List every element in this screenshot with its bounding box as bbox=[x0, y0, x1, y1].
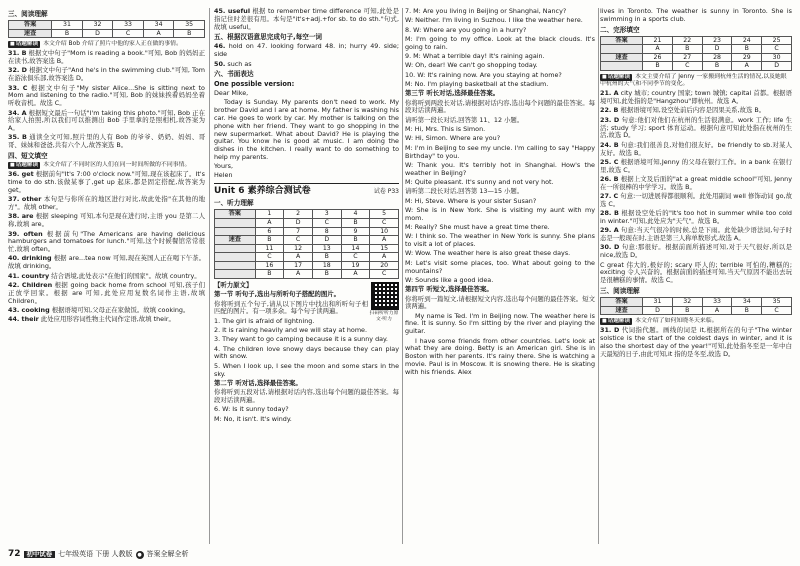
cell: C bbox=[312, 218, 341, 227]
list-item bbox=[600, 107, 792, 115]
item-text: C great 伟大的,极好的; scary 吓人的; terrible 可怕的,糟糕的; exciting 令人兴奋的。根据前面的描述可知,当天气原因不能出去玩是很糟糕的事情。故选 C。 bbox=[600, 260, 792, 285]
table-row bbox=[601, 298, 792, 307]
cell: C bbox=[284, 236, 313, 245]
cell: 30 bbox=[762, 53, 792, 62]
unit-heading bbox=[214, 183, 399, 197]
list-item bbox=[600, 227, 792, 243]
version-label: One possible version: bbox=[214, 80, 295, 89]
transcript-line: 你将听到两段长对话,请根据对话内容,选出每个问题的最佳答案。每段对话读两遍。 bbox=[405, 98, 595, 115]
list-item bbox=[8, 85, 205, 108]
cell: 31 bbox=[52, 21, 83, 30]
cell: C bbox=[113, 29, 144, 38]
transcript-line: W: Sounds like a good idea. bbox=[405, 275, 494, 284]
cell: 5 bbox=[370, 210, 399, 219]
cell: A bbox=[370, 236, 399, 245]
topic-badge: ■ 话题解读 bbox=[8, 41, 40, 48]
transcript-line: M: Let's visit some places, too. What about going to the mountains? bbox=[405, 258, 595, 275]
cell: 19 bbox=[341, 261, 370, 270]
cell: 8 bbox=[312, 227, 341, 236]
section-reading-title: 三、阅读理解 bbox=[8, 10, 48, 18]
item-text: 根据文中句子"And he's in the swimming club."可知, Tom 在游泳俱乐部,故答案选 D。 bbox=[8, 66, 205, 83]
item-number: 50. bbox=[214, 59, 226, 68]
item-text: 根据 are...tea now 可知,现在英国人正在喝下午茶。故填 drinking。 bbox=[8, 254, 205, 271]
essay-greeting: Dear Mike, bbox=[214, 89, 249, 98]
transcript-line: 2. It is raining heavily and we will stay at home. bbox=[214, 325, 368, 334]
cell: 速查 bbox=[601, 53, 643, 62]
list-item bbox=[8, 50, 205, 66]
transcript-line: 9. M: What a terrible day! It's raining again. bbox=[405, 52, 545, 61]
list-item bbox=[8, 196, 205, 212]
item-number: 28. B bbox=[600, 209, 619, 218]
list-item bbox=[600, 193, 792, 209]
list-item bbox=[600, 210, 792, 226]
cell: C bbox=[762, 306, 792, 315]
item-text: 根据语境可知,设空处前后内容是因果关系,故选 B。 bbox=[620, 106, 766, 115]
cell: B bbox=[341, 218, 370, 227]
book-info: 七年级英语 下册 人教版 bbox=[58, 550, 133, 559]
cell bbox=[215, 253, 256, 262]
transcript-line: W: Neither. I'm living in Suzhou. I like the weather here. bbox=[405, 16, 583, 25]
cell: A bbox=[732, 62, 762, 71]
item-number: 40. drinking bbox=[8, 254, 52, 263]
answer-table-reading-2 bbox=[600, 297, 792, 315]
transcript-title: 【听力原文】 bbox=[214, 280, 253, 289]
list-item bbox=[214, 43, 399, 59]
item-text: 根据文中句子"Mom is reading a book."可知, Bob 的妈妈正在读书,故答案选 B。 bbox=[8, 49, 205, 66]
cell: B bbox=[702, 62, 732, 71]
cell: 33 bbox=[113, 21, 144, 30]
item-text: 此处应用形容词性物主代词作定语,故填 their。 bbox=[40, 315, 175, 324]
cell: C bbox=[762, 45, 792, 54]
column-3 bbox=[405, 8, 595, 378]
cell: C bbox=[255, 253, 284, 262]
cell: 答案 bbox=[9, 21, 52, 30]
transcript-line: 第二节 听对话,选择最佳答案。 bbox=[214, 378, 302, 387]
cell: 34 bbox=[143, 21, 174, 30]
topic-note-text: 本文介绍了不同时区的人们在同一时间所做的不同事情。 bbox=[43, 162, 191, 169]
cell bbox=[215, 261, 256, 270]
column-divider bbox=[209, 8, 210, 544]
item-text: 根据设空处后的"It's too hot in summer while too cold in winter."可知,此处应为"天气"。故选 B。 bbox=[600, 209, 792, 225]
item-number: 29. A bbox=[600, 226, 619, 235]
cell: D bbox=[702, 45, 732, 54]
transcript-line: 请听第二段长对话,回答第 13—15 小题。 bbox=[405, 187, 524, 196]
item-text: 句意:他们对他们在杭州的生活很满意。work 工作; life 生活; study 学习; sport 体育运动。根据句意可知此处指在杭州的生活,故选 D。 bbox=[600, 115, 792, 140]
transcript-line: 你将听到五个句子,请从以下图片中找出和所听句子相匹配的图片。有一项多余。每个句子读两遍。 bbox=[214, 299, 368, 316]
cell: 答案 bbox=[215, 210, 256, 219]
cell: 7 bbox=[284, 227, 313, 236]
transcript-line: 你将听到五段对话,请根据对话内容,选出每个问题的最佳答案。每段对话读两遍。 bbox=[214, 388, 399, 404]
transcript-line: W: Hi, Simon. Where are you? bbox=[405, 134, 501, 143]
cell: 1 bbox=[255, 210, 284, 219]
transcript-line: M: Quite pleasant. It's sunny and not very hot. bbox=[405, 177, 554, 186]
item-number: 31. B bbox=[8, 49, 27, 58]
answer-table-reading bbox=[8, 20, 205, 38]
item-text: 根据 to remember time difference 可知,此处是指记住时差很有用。本句是"it's+adj.+for sb. to do sth."句式,故填 useful。 bbox=[214, 7, 399, 31]
topic-note-text: 本文介绍了如何知晓冬天来临。 bbox=[635, 318, 718, 325]
item-text: 句意:当天气很冷的时候,总是下雨。此处缺少语法词,句子时态是一般现在时,主语是第三人称单数形式,故选 A。 bbox=[600, 226, 792, 243]
cell: 17 bbox=[284, 261, 313, 270]
section-translate-title: 五、根据汉语意思完成句子,每空一词 bbox=[214, 33, 323, 42]
transcript-line: 第四节 听短文,选择最佳答案。 bbox=[405, 285, 493, 294]
cell: 35 bbox=[174, 21, 205, 30]
column-divider bbox=[598, 8, 599, 544]
table-row bbox=[215, 253, 399, 262]
cell: 16 bbox=[255, 261, 284, 270]
item-number: 22. B bbox=[600, 106, 619, 115]
transcript-line: W: I think so. The weather in New York is sunny. She plans to visit a lot of places. bbox=[405, 232, 595, 249]
list-item bbox=[8, 255, 205, 271]
cell: C bbox=[370, 270, 399, 279]
essay-body: Today is Sunday. My parents don't need to work. My brother David and I are at home. My father is washing his car. He goes to work by car. My mother is talking on the phone with her friend. They want to go shopping in the new supermarket. What about David? He is playing the guitar. You know he is good at music. I am doing the dishes in the kitchen. I really want to do something to help my parents. bbox=[214, 98, 399, 161]
cell: B bbox=[643, 62, 673, 71]
section-fill-title: 四、短文填空 bbox=[8, 152, 48, 161]
answer-row-numbers bbox=[9, 21, 205, 30]
cell: 28 bbox=[702, 53, 732, 62]
table-row bbox=[215, 236, 399, 245]
item-text: 根据短文最后一句话"I'm taking this photo."可知, Bob 正在给家人拍照,所以我们可以推测出 Bob 手里拿的是照相机,故答案为 A。 bbox=[8, 108, 205, 133]
cell: A bbox=[341, 270, 370, 279]
cell bbox=[601, 62, 643, 71]
transcript-line: 请听第一段长对话,回答第 11、12 小题。 bbox=[405, 115, 524, 124]
explanation-list-1 bbox=[8, 50, 205, 150]
transcript-line: 7. M: Are you living in Beijing or Shanghai, Nancy? bbox=[405, 7, 567, 15]
transcript-line: I have some friends from other countries. Let's look at what they are doing. Betty is an American girl. She is in Boston with her parents. It's rainy there. She is watching a movie. Paul is in Moscow. It is snowing there. He is skating with his friends. Alex bbox=[405, 336, 595, 376]
topic-note-text: 本文介绍 Bob 介绍了照片中他的家人正在做的事情。 bbox=[43, 41, 182, 48]
cell: 25 bbox=[762, 36, 792, 45]
cell: B bbox=[255, 236, 284, 245]
transcript-line: M: No, it isn't. It's windy. bbox=[214, 414, 292, 423]
item-number: 44. their bbox=[8, 315, 39, 324]
cell: 9 bbox=[341, 227, 370, 236]
item-number: 25. C bbox=[600, 157, 619, 166]
table-row bbox=[215, 210, 399, 219]
transcript-line: 5. When I look up, I see the moon and some stars in the sky. bbox=[214, 361, 399, 378]
cell: 31 bbox=[643, 298, 673, 307]
topic-badge: ■ 话题解读 bbox=[600, 74, 632, 81]
cell: D bbox=[284, 218, 313, 227]
column-1 bbox=[8, 8, 205, 325]
transcript-line: W: Wow. The weather here is also great these days. bbox=[405, 249, 571, 258]
item-text: 根据上文及后面的"at a great middle school"可知, Jenny 在一所很棒的中学学习。故选 B。 bbox=[600, 174, 792, 191]
item-number: 37. other bbox=[8, 195, 42, 204]
column-divider bbox=[402, 8, 403, 544]
circle-icon: ● bbox=[137, 551, 142, 558]
item-number: 36. get bbox=[8, 170, 34, 179]
transcript-line: 4. The children love snowy days because they can play with snow. bbox=[214, 344, 399, 361]
transcript-line: 8. W: Where are you going in a hurry? bbox=[405, 25, 527, 34]
cell: 23 bbox=[702, 36, 732, 45]
list-item bbox=[600, 159, 792, 175]
transcript-line: 3. They want to go camping because it is a sunny day. bbox=[214, 335, 388, 344]
item-text: 根据前句"It's 7:00 o'clock now."可知,现在该起床了。It's time to do sth.该做某事了,get up 起床,都是固定搭配,故答案为 get。 bbox=[8, 170, 205, 194]
list-item bbox=[600, 117, 792, 140]
cell: B bbox=[174, 29, 205, 38]
cell: B bbox=[312, 270, 341, 279]
cell: 24 bbox=[732, 36, 762, 45]
item-text: such as bbox=[227, 59, 252, 68]
section-listening-title: 一、听力理解 bbox=[214, 199, 254, 208]
cell bbox=[601, 45, 643, 54]
column-2 bbox=[214, 8, 399, 425]
cell: 35 bbox=[762, 298, 792, 307]
table-row bbox=[215, 270, 399, 279]
transcript-line: lives in Toronto. The weather is sunny in Toronto. She is swimming in a sports club. bbox=[600, 7, 792, 23]
item-number: 41. country bbox=[8, 271, 50, 280]
item-text: 根据语境可知,Jenny 的父母在银行工作。in a bank 在银行里,故选 C。 bbox=[600, 157, 792, 174]
item-text: 句意:我们很善良,对他们很友好。be friendly to sb.对某人友好。故选 B。 bbox=[600, 140, 792, 157]
item-number: 33. C bbox=[8, 83, 28, 92]
cell: C bbox=[672, 62, 702, 71]
item-text: hold on 47. looking forward 48. in; hurry 49. side; side bbox=[214, 42, 399, 59]
answer-table-cloze bbox=[600, 36, 792, 71]
transcript-line: 1. The girl is afraid of lightning. bbox=[214, 316, 315, 325]
transcript-line: W: Oh, dear! We can't go shopping today. bbox=[405, 61, 538, 70]
table-row bbox=[215, 244, 399, 253]
cell: 32 bbox=[82, 21, 113, 30]
cell: 速查 bbox=[601, 306, 643, 315]
page-footer bbox=[8, 549, 189, 560]
item-text: 根据文中句子"My sister Alice...She is sitting next to Mom and listening to the radio."可知, Bob 的妹妹挨着妈妈坐着听收音机。故选 C。 bbox=[8, 83, 205, 108]
list-item bbox=[600, 327, 792, 358]
section-reading-title: 三、阅读理解 bbox=[600, 287, 640, 295]
explanation-list-2 bbox=[8, 171, 205, 324]
cell: B bbox=[672, 306, 702, 315]
cell: B bbox=[732, 306, 762, 315]
item-number: 35. B bbox=[8, 133, 27, 142]
list-item bbox=[600, 90, 792, 106]
answer-row-letters bbox=[9, 29, 205, 38]
item-number: 23. D bbox=[600, 115, 620, 124]
cell bbox=[215, 218, 256, 227]
list-item bbox=[600, 262, 792, 285]
table-row bbox=[215, 227, 399, 236]
transcript-line: M: Really? She must have a great time there. bbox=[405, 223, 550, 231]
section-writing-title: 六、书面表达 bbox=[214, 70, 254, 79]
list-item bbox=[8, 307, 205, 315]
cell: 2 bbox=[284, 210, 313, 219]
brand-label: 初中试卷 bbox=[24, 551, 56, 559]
footer-tail: 答案全解全析 bbox=[146, 550, 189, 559]
cell: D bbox=[643, 306, 673, 315]
table-row bbox=[601, 36, 792, 45]
item-number: 46. bbox=[214, 42, 226, 51]
cell: 29 bbox=[732, 53, 762, 62]
item-number: 42. Children bbox=[8, 280, 53, 289]
essay-closing: Yours, bbox=[214, 161, 234, 170]
item-number: 31. D bbox=[600, 326, 620, 335]
item-number: 30. D bbox=[600, 243, 620, 252]
cell: A bbox=[284, 253, 313, 262]
list-item bbox=[8, 134, 205, 150]
transcript-line: M: Hi, Steve. Where is your sister Susan? bbox=[405, 196, 537, 205]
cell bbox=[215, 227, 256, 236]
cell: B bbox=[341, 236, 370, 245]
topic-badge: ■ 话题解读 bbox=[600, 318, 632, 325]
cell: 答案 bbox=[601, 36, 643, 45]
cell: 速查 bbox=[9, 29, 52, 38]
topic-note bbox=[8, 162, 205, 169]
qr-caption: 扫码听听力原文·听力 bbox=[369, 310, 399, 322]
cell: A bbox=[643, 45, 673, 54]
item-text: 代词指代题。画线的词是 it,根据所在的句子"The winter solstice is the start of the coldest days in winter, and it is also the shortest day of the year!"可知,此处指冬至是一年中白天最短的日子,由此可知,it 指的是冬至,故选 D。 bbox=[600, 326, 792, 358]
cell: C bbox=[370, 218, 399, 227]
topic-badge: ■ 话题解读 bbox=[8, 162, 40, 169]
item-text: 结合语境,此处表示"在他们的国家"。故填 country。 bbox=[51, 271, 201, 280]
topic-note-text: 本文主要介绍了 Jenny 一家搬到杭州生活的情况,以及她眼中杭州的天气和不同季节的变化。 bbox=[600, 73, 787, 88]
item-text: 通读全文可知,照片里的人有 Bob 的爷爷、奶奶、妈妈、哥哥、妹妹和爸爸,共有六个人,故答案选 B。 bbox=[8, 133, 205, 150]
item-number: 38. are bbox=[8, 212, 34, 221]
cell: B bbox=[255, 270, 284, 279]
item-text: 根据语境可知,父母正在家做饭。故填 cooking。 bbox=[51, 305, 190, 314]
table-row bbox=[215, 261, 399, 270]
cell: C bbox=[341, 253, 370, 262]
cell: 26 bbox=[643, 53, 673, 62]
list-item bbox=[8, 273, 205, 281]
transcript-line: M: Hi, Mrs. This is Simon. bbox=[405, 125, 486, 134]
list-item bbox=[8, 110, 205, 133]
item-number: 24. B bbox=[600, 140, 619, 149]
cell: 速查 bbox=[215, 236, 256, 245]
listening-transcript bbox=[214, 282, 399, 424]
topic-note bbox=[600, 318, 792, 325]
cell: 12 bbox=[284, 244, 313, 253]
item-number: 21. A bbox=[600, 89, 619, 98]
list-item bbox=[600, 142, 792, 158]
sample-essay bbox=[214, 90, 399, 179]
transcript-line: My name is Ted. I'm in Beijing now. The weather here is fine. It is sunny. So I'm sitting by the river and playing the guitar. bbox=[405, 311, 595, 336]
cell bbox=[215, 270, 256, 279]
item-text: 句意:那很好。根据前面所描述可知,对于天气很好,所以是 nice,故选 D。 bbox=[600, 243, 792, 260]
cell: 10 bbox=[370, 227, 399, 236]
item-number: 32. D bbox=[8, 66, 27, 75]
cell: 34 bbox=[732, 298, 762, 307]
table-row bbox=[601, 53, 792, 62]
item-number: 26. B bbox=[600, 174, 619, 183]
list-item bbox=[214, 61, 399, 69]
topic-note bbox=[8, 41, 205, 48]
transcript-line: M: I'm going to my office. Look at the black clouds. It's going to rain. bbox=[405, 34, 595, 51]
item-number: 34. A bbox=[8, 108, 27, 117]
cell: 32 bbox=[672, 298, 702, 307]
transcript-line: 6. W: Is it sunny today? bbox=[214, 405, 289, 414]
cell: 14 bbox=[341, 244, 370, 253]
transcript-line: 10. W: It's raining now. Are you staying at home? bbox=[405, 70, 562, 79]
table-row bbox=[601, 306, 792, 315]
cell bbox=[215, 244, 256, 253]
cell: A bbox=[255, 218, 284, 227]
list-item bbox=[8, 316, 205, 324]
cell: D bbox=[762, 62, 792, 71]
unit-ref: 试卷 P33 bbox=[373, 188, 399, 196]
transcript-line: 你将听到一篇短文,请根据短文内容,选出每个问题的最佳答案。短文读两遍。 bbox=[405, 294, 595, 311]
column-4 bbox=[600, 8, 792, 360]
table-row bbox=[215, 218, 399, 227]
cell: A bbox=[702, 306, 732, 315]
answer-table-listening bbox=[214, 209, 399, 279]
transcript-line: M: I'm in Beijing to see my uncle. I'm calling to say "Happy Birthday" to you. bbox=[405, 143, 595, 160]
item-number: 43. cooking bbox=[8, 305, 50, 314]
table-row bbox=[601, 45, 792, 54]
cell: 18 bbox=[312, 261, 341, 270]
cell: B bbox=[672, 45, 702, 54]
transcript-line: W: She is in New York. She is visiting my aunt with my mom. bbox=[405, 205, 595, 222]
qr-code-icon[interactable] bbox=[371, 282, 399, 310]
cell: D bbox=[82, 29, 113, 38]
cell: B bbox=[52, 29, 83, 38]
transcript-line: W: Thank you. It's terribly hot in Shanghai. How's the weather in Beijing? bbox=[405, 160, 595, 177]
cell: B bbox=[312, 253, 341, 262]
item-text: 句意:一切进展得都很顺利。此处用副词 well 修饰动词 go,故选 C。 bbox=[600, 192, 792, 208]
cell: A bbox=[143, 29, 174, 38]
list-item bbox=[8, 282, 205, 305]
cell: B bbox=[732, 45, 762, 54]
cell: 答案 bbox=[601, 298, 643, 307]
item-number: 27. C bbox=[600, 192, 619, 201]
cell: D bbox=[312, 236, 341, 245]
topic-note bbox=[600, 74, 792, 88]
unit-title: Unit 6 素养综合测试卷 bbox=[214, 186, 311, 197]
list-item bbox=[8, 231, 205, 254]
cell: 21 bbox=[643, 36, 673, 45]
list-item bbox=[600, 244, 792, 260]
item-text: 根据前句"The Americans are having delicious hamburgers and tomatoes for lunch."可知,这个时候餐馆常常很忙,故填 often。 bbox=[8, 229, 205, 254]
cell: 33 bbox=[702, 298, 732, 307]
table-row bbox=[601, 62, 792, 71]
item-text: city 城市; country 国家; town 城镇; capital 首都。根据语境可知,此处指的是"Hangzhou"即杭州。故选 A。 bbox=[600, 89, 792, 106]
essay-signature: Helen bbox=[214, 170, 233, 179]
transcript-line: M: No. I'm playing basketball at the stadium. bbox=[405, 80, 549, 88]
cell: 20 bbox=[370, 261, 399, 270]
list-item bbox=[214, 8, 399, 31]
transcript-line: 第一节 听句子,选出与所听句子搭配的图片。 bbox=[214, 290, 341, 299]
cell: 15 bbox=[370, 244, 399, 253]
list-item bbox=[8, 67, 205, 83]
section-cloze-title: 二、完形填空 bbox=[600, 25, 640, 34]
transcript-line: 第三节 听长对话,选择最佳答案。 bbox=[405, 89, 500, 98]
page-number: 72 bbox=[8, 549, 21, 560]
item-text: 根据 sleeping 可知,本句是现在进行时,主语 you 是第二人称,故填 are。 bbox=[8, 212, 205, 229]
list-item bbox=[8, 213, 205, 229]
cell: 3 bbox=[312, 210, 341, 219]
item-number: 39. often bbox=[8, 229, 43, 238]
cell: 13 bbox=[312, 244, 341, 253]
cell: 22 bbox=[672, 36, 702, 45]
cell: 6 bbox=[255, 227, 284, 236]
item-text: 根据 going back home from school 可知,孩子们正放学回家。根据 are 可知,此处应用复数名词作主语,故填 Children。 bbox=[8, 280, 206, 305]
item-number: 45. useful bbox=[214, 7, 251, 15]
cell: 27 bbox=[672, 53, 702, 62]
list-item bbox=[8, 171, 205, 194]
item-text: 本句是与你所在的地区进行对比,故此处指"在其他的地方"。故填 other。 bbox=[8, 195, 205, 212]
list-item bbox=[600, 176, 792, 192]
cell: A bbox=[284, 270, 313, 279]
cell: A bbox=[370, 253, 399, 262]
cell: 4 bbox=[341, 210, 370, 219]
cell: 11 bbox=[255, 244, 284, 253]
